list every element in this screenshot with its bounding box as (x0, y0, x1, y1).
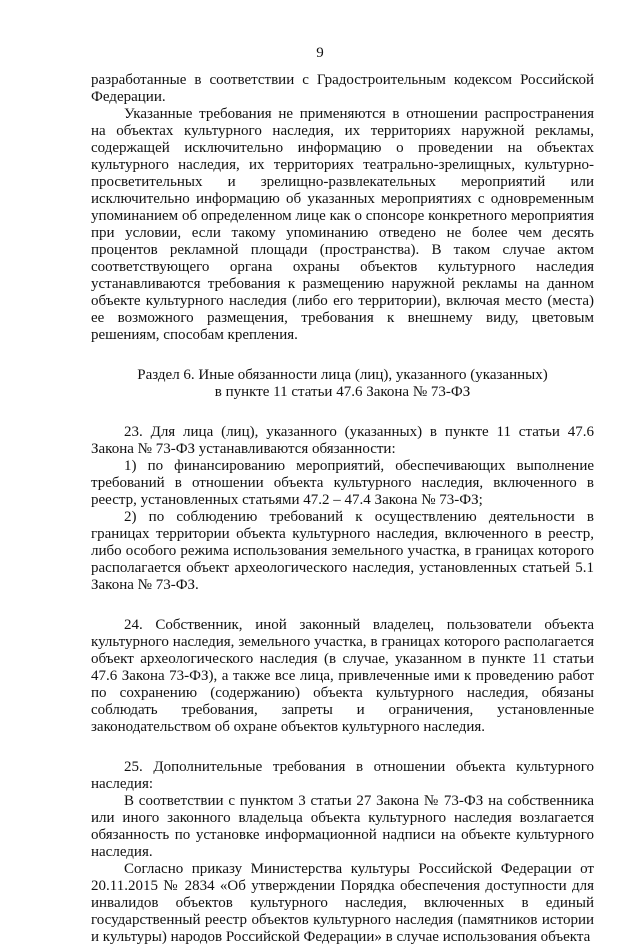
paragraph-23-item-2: 2) по соблюдению требований к осуществлению деятельности в границах территории объекта культурного наследия, включенного в реестр, либо особого режима использования земельного участка, в границах которого располагается объект археологического наследия, установленных статьей 5.1 Закона № 73-ФЗ. (91, 509, 594, 593)
paragraph-24: 24. Собственник, иной законный владелец, пользователи объекта культурного наследия, земельного участка, в границах которого располагается объект археологического наследия (в случае, указанном в пункте 11 статьи 47.6 Закона 73-ФЗ), а также все лица, привлеченные ими к проведению работ по сохранению (содержанию) объекта культурного наследия, обязаны соблюдать требования, запреты и ограничения, установленные законодательством об охране объектов культурного наследия. (91, 617, 594, 735)
page-number: 9 (316, 45, 324, 61)
paragraph-continuation: разработанные в соответствии с Градостроительным кодексом Российской Федерации. (91, 72, 594, 105)
paragraph-25-order: Согласно приказу Министерства культуры Российской Федерации от 20.11.2015 № 2834 «Об утверждении Порядка обеспечения доступности для инвалидов объектов культурного наследия, включенных в единый государственный реестр объектов культурного наследия (памятников истории и культуры) народов Российской Федерации» в случае использования объекта (91, 861, 594, 945)
paragraph-23-item-1: 1) по финансированию мероприятий, обеспечивающих выполнение требований в отношении объекта культурного наследия, включенного в реестр, установленных статьями 47.2 – 47.4 Закона № 73-ФЗ; (91, 458, 594, 508)
paragraph-25: 25. Дополнительные требования в отношении объекта культурного наследия: (91, 759, 594, 792)
paragraph-25-info-plate: В соответствии с пунктом 3 статьи 27 Закона № 73-ФЗ на собственника или иного законного владельца объекта культурного наследия возлагается обязанность по установке информационной надписи на объекте культурного наследия. (91, 793, 594, 860)
section-heading-line1: Раздел 6. Иные обязанности лица (лиц), указанного (указанных) (137, 367, 548, 383)
section-heading-line2: в пункте 11 статьи 47.6 Закона № 73-ФЗ (214, 384, 471, 400)
document-body (91, 72, 594, 946)
paragraph-advertising-exception: Указанные требования не применяются в отношении распространения на объектах культурного наследия, их территориях наружной рекламы, содержащей исключительно информацию о проведении на объектах культурного наследия, их территориях театрально-зрелищных, культурно-просветительных и зрелищно-развлекательных мероприятий или исключительно информацию об указанных мероприятиях с одновременным упоминанием об определенном лице как о спонсоре конкретного мероприятия при условии, если такому упоминанию отведено не более чем десять процентов рекламной площади (пространства). В таком случае актом соответствующего органа охраны объектов культурного наследия устанавливаются требования к размещению наружной рекламы на данном объекте культурного наследия (либо его территории), включая место (места) ее возможного размещения, требования к внешнему виду, цветовым решениям, способам крепления. (91, 106, 594, 343)
paragraph-23: 23. Для лица (лиц), указанного (указанных) в пункте 11 статьи 47.6 Закона № 73-ФЗ устанавливаются обязанности: (91, 424, 594, 457)
